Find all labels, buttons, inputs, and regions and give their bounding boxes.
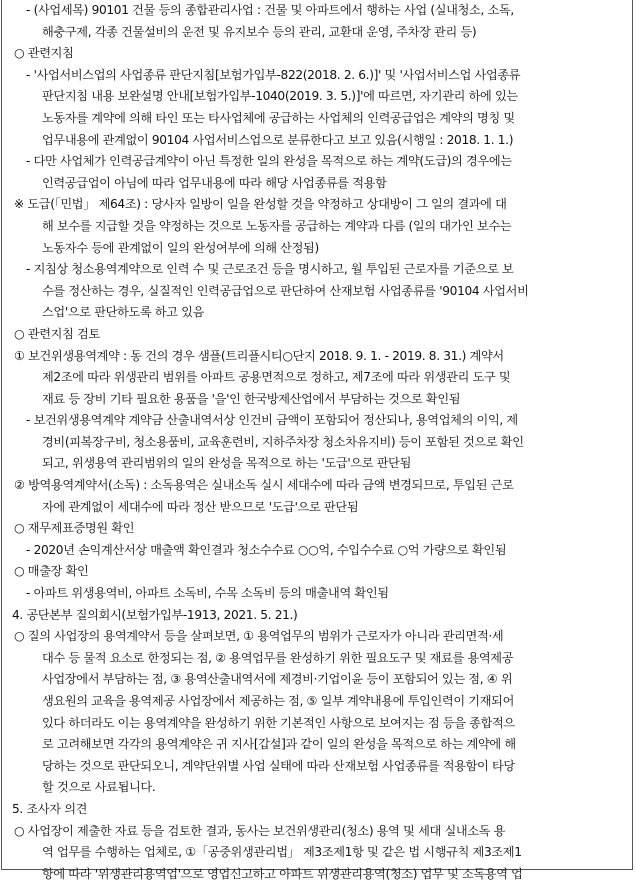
text-line: - 2020년 손익계산서상 매출액 확인결과 청소수수료 ○○억, 수입수수료 ○억 가량으로 확인됨 (26, 542, 507, 557)
text-line: 수를 정산하는 경우, 실질적인 인력공급업으로 판단하여 산재보험 사업종류를 '90104 사업서비 (42, 283, 529, 298)
text-line: 할 것으로 사료됩니다. (42, 780, 156, 795)
text-line: 경비(피복장구비, 청소용품비, 교육훈련비, 지하주차장 청소차유지비) 등이 포함된 것으로 확인 (42, 434, 524, 449)
text-line: 업무내용에 관계없이 90104 사업서비스업으로 분류한다고 보고 있음(시행일 : 2018. 1. 1.) (42, 132, 514, 147)
text-line: - (사업세목) 90101 건물 등의 종합관리사업 : 건물 및 아파트에서 행하는 사업 (실내청소, 소독, (26, 3, 514, 17)
text-line: 제2조에 따라 위생관리 범위를 아파트 공용면적으로 정하고, 제7조에 따라 위생관리 도구 및 (42, 370, 511, 385)
text-line: ① 보건위생용역계약 : 동 건의 경우 샘플(트리플시티○단지 2018. 9. 1. - 2019. 8. 31.) 계약서 (14, 348, 504, 363)
text-line: 있다 하더라도 이는 용역계약을 완성하기 위한 기본적인 사항으로 보여지는 점 등을 종합적으 (42, 715, 515, 730)
document-frame (1, 0, 633, 881)
text-line: ○ 관련지침 (14, 46, 74, 61)
text-line: 판단지침 내용 보완설명 안내[보험가입부-1040(2019. 3. 5.)]'에 따르면, 자기관리 하에 있는 (42, 89, 518, 104)
text-line: - 아파트 위생용역비, 아파트 소독비, 수목 소독비 등의 매출내역 확인됨 (26, 586, 389, 601)
text-line: ○ 매출장 확인 (14, 564, 89, 579)
text-line: 노동자를 계약에 의해 타인 또는 타사업체에 공급하는 사업체의 인력공급업은 계약의 명칭 및 (42, 110, 515, 125)
text-line: 생요원의 교육을 용역제공 사업장에서 제공하는 점, ⑤ 일부 계약내용에 투입인력이 기재되어 (42, 694, 514, 708)
text-line: 해 보수를 지급할 것을 약정하는 것으로 노동자를 공급하는 계약과 다름 (일의 대가인 보수는 (42, 218, 512, 233)
text-line: - '사업서비스업의 사업종류 판단지침[보험가입부-822(2018. 2. 6.)]' 및 '사업서비스업 사업종류 (26, 67, 521, 82)
text-line: 해충구제, 각종 건물설비의 운전 및 유지보수 등의 관리, 교환대 운영, 주차장 관리 등) (42, 24, 477, 39)
document-body (2, 0, 632, 885)
text-line: - 지침상 청소용역계약으로 인력 수 및 근로조건 등을 명시하고, 월 투입된 근로자를 기준으로 보 (26, 262, 514, 277)
text-line: 대수 등 물적 요소로 한정되는 점, ② 용역업무를 완성하기 위한 필요도구 및 재료를 용역제공 (42, 650, 514, 665)
text-line: 사업장에서 부담하는 점, ③ 용역산출내역서에 제경비·기업이윤 등이 포함되어 있는 점, ④ 위 (42, 672, 513, 687)
text-line: 인력공급업이 아님에 따라 업무내용에 따라 해당 사업종류를 적용함 (42, 175, 387, 190)
text-line: 재료 등 장비 기타 필요한 용품을 '을'인 한국방제산업에서 부담하는 것으로 확인됨 (42, 391, 461, 406)
text-line: ○ 사업장이 제출한 자료 등을 검토한 결과, 동사는 보건위생관리(청소) 용역 및 세대 실내소독 용 (14, 823, 506, 838)
text-line: 스업'으로 판단하도록 하고 있음 (42, 305, 205, 320)
text-line: 되고, 위생용역 관리범위의 일의 완성을 목적으로 하는 '도급'으로 판단됨 (42, 456, 411, 471)
text-line: ② 방역용역계약서(소독) : 소독용역은 실내소독 실시 세대수에 따라 금액 변경되므로, 투입된 근로 (14, 478, 514, 493)
text-line: ○ 질의 사업장의 용역계약서 등을 살펴보면, ① 용역업무의 범위가 근로자가 아니라 관리면적·세 (14, 629, 504, 644)
text-line: 로 고려해보면 각각의 용역계약은 귀 지사[갑설]과 같이 일의 완성을 목적으로 하는 계약에 해 (42, 737, 516, 752)
text-line: 당하는 것으로 판단되오니, 계약단위별 사업 실태에 따라 산재보험 사업종류를 적용함이 타당 (42, 758, 515, 773)
text-line: ※ 도급(「민법」 제64조) : 당사자 일방이 일을 완성할 것을 약정하고 상대방이 그 일의 결과에 대 (14, 197, 507, 212)
text-line: ○ 재무제표증명원 확인 (14, 521, 135, 536)
text-line: 역 업무를 수행하는 업체로, ①「공중위생관리법」 제3조제1항 및 같은 법 시행규칙 제3조제1 (42, 845, 522, 860)
text-line: 항에 따라 '위생관리용역업'으로 영업신고하고 아파트 위생관리용역(청소) 업무 및 소독용역 업 (42, 866, 523, 881)
text-line: - 다만 사업체가 인력공급계약이 아닌 특정한 일의 완성을 목적으로 하는 계약(도급)의 경우에는 (26, 154, 512, 169)
text-line: ○ 관련지침 검토 (14, 326, 100, 341)
text-line: 4. 공단본부 질의회시(보험가입부-1913, 2021. 5. 21.) (12, 607, 298, 622)
text-line: - 보건위생용역계약 계약금 산출내역서상 인건비 금액이 포함되어 정산되나, 용역업체의 이익, 제 (26, 413, 518, 428)
text-line: 5. 조사자 의견 (12, 801, 88, 816)
text-line: 노동자수 등에 관계없이 일의 완성여부에 의해 산정됨) (42, 240, 319, 255)
text-line: 자에 관계없이 세대수에 따라 정산 받으므로 '도급'으로 판단됨 (42, 499, 359, 514)
